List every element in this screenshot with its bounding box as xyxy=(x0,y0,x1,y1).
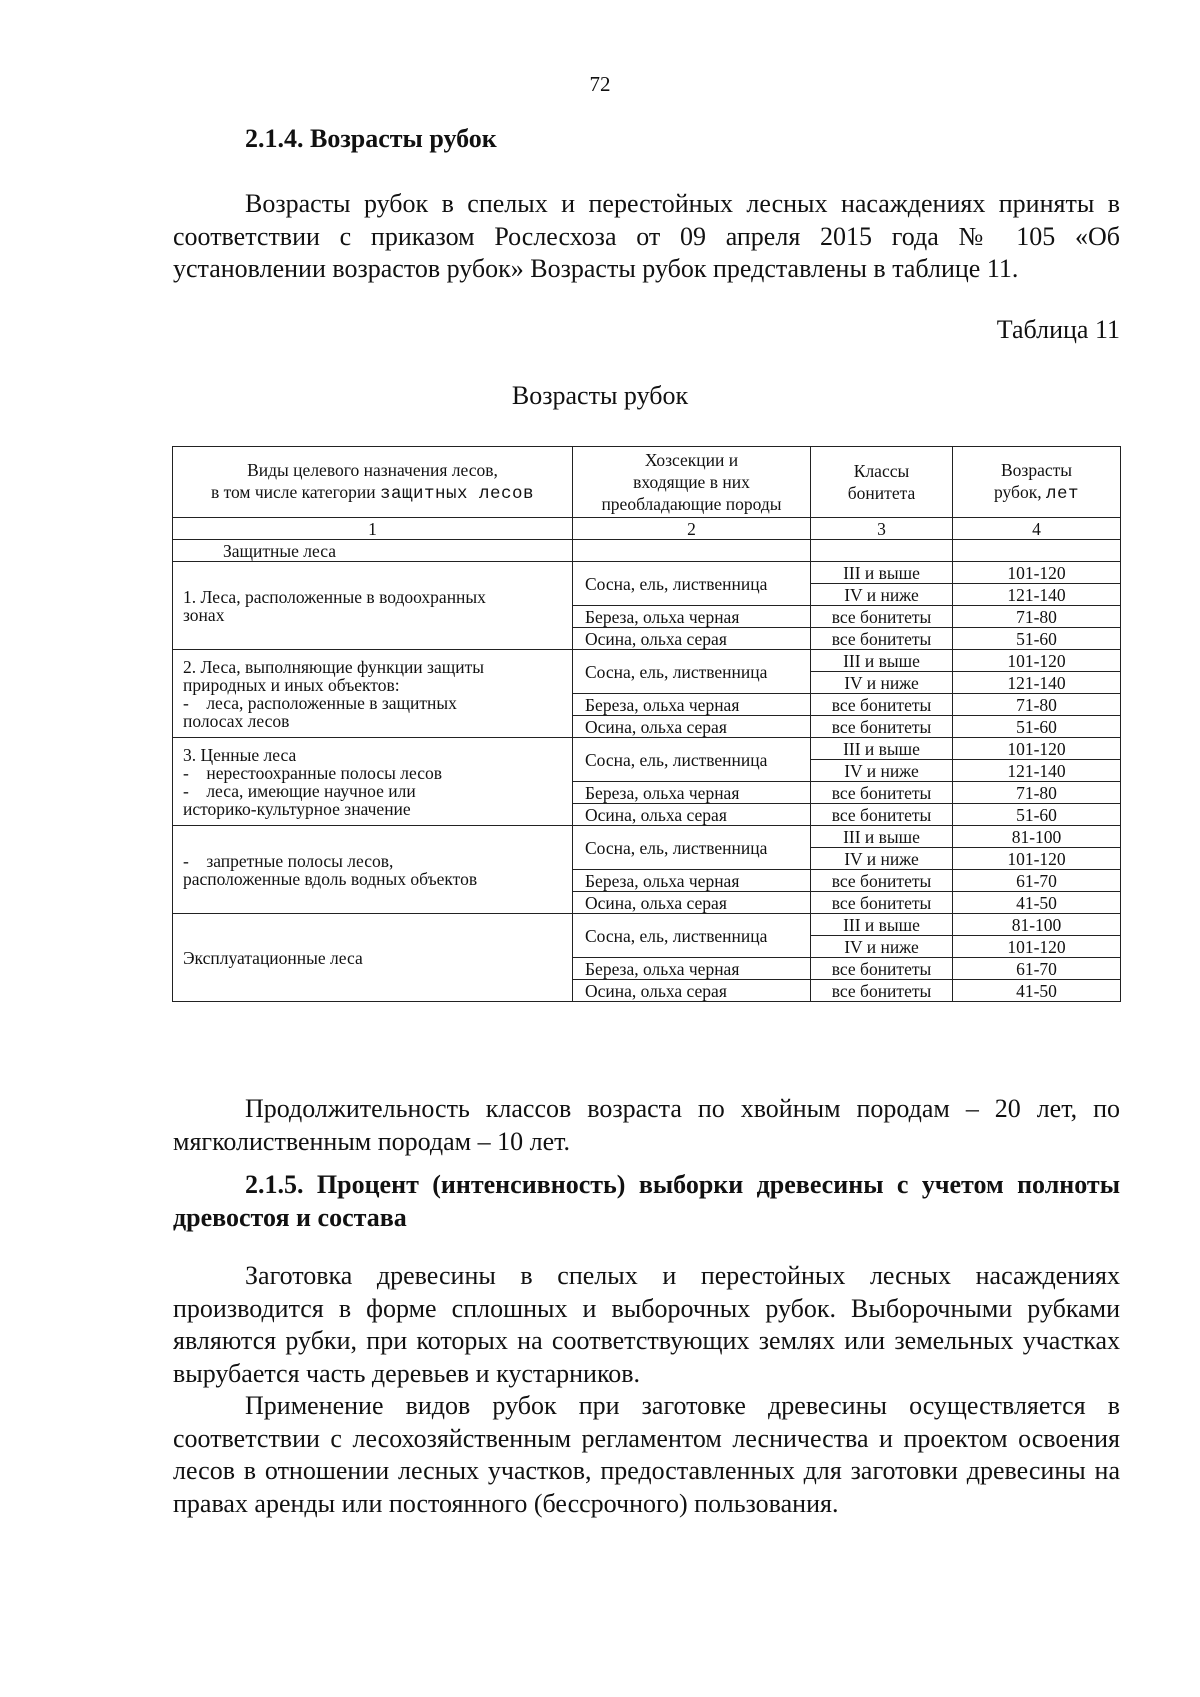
header-cutting-age: Возрасты рубок, лет xyxy=(953,447,1121,518)
header-economic-sections: Хозсекции и входящие в них преобладающие породы xyxy=(573,447,811,518)
cutting-age-cell: 51-60 xyxy=(953,628,1121,650)
cutting-age-cell: 51-60 xyxy=(953,804,1121,826)
species-cell: Осина, ольха серая xyxy=(573,628,811,650)
species-cell: Осина, ольха серая xyxy=(573,716,811,738)
table-row xyxy=(173,650,1121,672)
empty-cell xyxy=(811,540,953,562)
forest-category-line: историко-культурное значение xyxy=(183,798,411,819)
site-class-cell: III и выше xyxy=(811,738,953,760)
species-cell: Береза, ольха черная xyxy=(573,958,811,980)
site-class-cell: III и выше xyxy=(811,826,953,848)
forest-category-line: 2. Леса, выполняющие функции защиты xyxy=(183,656,484,677)
cutting-age-cell: 61-70 xyxy=(953,958,1121,980)
species-cell: Сосна, ель, лиственница xyxy=(573,562,811,606)
site-class-cell: IV и ниже xyxy=(811,760,953,782)
site-class-cell: все бонитеты xyxy=(811,892,953,914)
site-class-cell: IV и ниже xyxy=(811,936,953,958)
site-class-cell: IV и ниже xyxy=(811,848,953,870)
cutting-age-cell: 101-120 xyxy=(953,650,1121,672)
site-class-cell: IV и ниже xyxy=(811,672,953,694)
species-cell: Осина, ольха серая xyxy=(573,980,811,1002)
cutting-age-cell: 71-80 xyxy=(953,782,1121,804)
cutting-age-cell: 101-120 xyxy=(953,738,1121,760)
empty-cell xyxy=(953,540,1121,562)
species-cell: Сосна, ель, лиственница xyxy=(573,914,811,958)
cutting-age-cell: 41-50 xyxy=(953,892,1121,914)
site-class-cell: все бонитеты xyxy=(811,782,953,804)
cutting-age-cell: 81-100 xyxy=(953,914,1121,936)
cutting-age-cell: 51-60 xyxy=(953,716,1121,738)
section-label: Защитные леса xyxy=(173,540,573,562)
header-site-class: Классы бонитета xyxy=(811,447,953,518)
cutting-age-cell: 71-80 xyxy=(953,606,1121,628)
table-header-row xyxy=(173,447,1121,518)
table-label: Таблица 11 xyxy=(996,315,1120,344)
site-class-cell: все бонитеты xyxy=(811,694,953,716)
forest-category-line: природных и иных объектов: xyxy=(183,674,400,695)
site-class-cell: все бонитеты xyxy=(811,870,953,892)
forest-category-line: - леса, имеющие научное или xyxy=(183,780,416,801)
forest-category-line: Эксплуатационные леса xyxy=(183,947,363,968)
species-cell: Береза, ольха черная xyxy=(573,870,811,892)
species-cell: Осина, ольха серая xyxy=(573,804,811,826)
species-cell: Сосна, ель, лиственница xyxy=(573,650,811,694)
site-class-cell: все бонитеты xyxy=(811,606,953,628)
cutting-age-cell: 121-140 xyxy=(953,584,1121,606)
cutting-types-paragraph: Применение видов рубок при заготовке древесины осуществляется в соответствии с лесохозяйственным регламентом лесничества и проектом освоения лесов в отношении лесных участков, предоставленных для заготовки древесины на правах аренды или постоянного (бессрочного) пользования. xyxy=(173,1391,1120,1518)
cutting-age-cell: 121-140 xyxy=(953,672,1121,694)
empty-cell xyxy=(573,540,811,562)
species-cell: Сосна, ель, лиственница xyxy=(573,738,811,782)
column-number: 3 xyxy=(811,518,953,540)
species-cell: Береза, ольха черная xyxy=(573,694,811,716)
table-row xyxy=(173,562,1121,584)
page-number: 72 xyxy=(589,72,611,96)
species-cell: Осина, ольха серая xyxy=(573,892,811,914)
forest-category-line: 3. Ценные леса xyxy=(183,744,297,765)
forest-category-line: 1. Леса, расположенные в водоохранных xyxy=(183,586,486,607)
table-row xyxy=(173,826,1121,848)
forest-category-cell xyxy=(173,650,573,738)
cutting-age-cell: 101-120 xyxy=(953,936,1121,958)
table-title: Возрасты рубок xyxy=(511,381,689,410)
cutting-age-cell: 61-70 xyxy=(953,870,1121,892)
species-cell: Береза, ольха черная xyxy=(573,782,811,804)
cutting-age-cell: 121-140 xyxy=(953,760,1121,782)
site-class-cell: все бонитеты xyxy=(811,980,953,1002)
cutting-age-cell: 81-100 xyxy=(953,826,1121,848)
forest-category-line: полосах лесов xyxy=(183,710,290,731)
site-class-cell: III и выше xyxy=(811,914,953,936)
forest-category-cell xyxy=(173,914,573,1002)
forest-category-line: - запретные полосы лесов, xyxy=(183,850,394,871)
harvest-paragraph: Заготовка древесины в спелых и перестойных лесных насаждениях производится в форме сплошных и выборочных рубок. Выборочными рубками являются рубки, при которых на соответствующих землях или земельных участках вырубается часть деревьев и кустарников. xyxy=(173,1261,1120,1388)
section-heading-2-1-5: 2.1.5. Процент (интенсивность) выборки древесины с учетом полноты древостоя и состава xyxy=(173,1170,1120,1232)
cutting-age-cell: 41-50 xyxy=(953,980,1121,1002)
cutting-age-cell: 71-80 xyxy=(953,694,1121,716)
cutting-age-table xyxy=(172,446,1121,1002)
forest-category-cell xyxy=(173,826,573,914)
forest-category-line: - нерестоохранные полосы лесов xyxy=(183,762,442,783)
table-row xyxy=(173,738,1121,760)
column-number: 2 xyxy=(573,518,811,540)
site-class-cell: III и выше xyxy=(811,562,953,584)
column-number-row xyxy=(173,518,1121,540)
cutting-age-cell: 101-120 xyxy=(953,848,1121,870)
header-forest-purpose: Виды целевого назначения лесов, в том числе категории защитных лесов xyxy=(173,447,573,518)
forest-category-cell xyxy=(173,738,573,826)
forest-category-cell xyxy=(173,562,573,650)
forest-category-line: зонах xyxy=(183,604,225,625)
table-row xyxy=(173,914,1121,936)
forest-category-line: расположенные вдоль водных объектов xyxy=(183,868,478,889)
age-class-paragraph: Продолжительность классов возраста по хвойным породам – 20 лет, по мягколиственным породам – 10 лет. xyxy=(173,1094,1120,1156)
site-class-cell: все бонитеты xyxy=(811,804,953,826)
section-heading-2-1-4: 2.1.4. Возрасты рубок xyxy=(245,124,497,153)
species-cell: Сосна, ель, лиственница xyxy=(573,826,811,870)
site-class-cell: III и выше xyxy=(811,650,953,672)
column-number: 4 xyxy=(953,518,1121,540)
cutting-age-cell: 101-120 xyxy=(953,562,1121,584)
site-class-cell: все бонитеты xyxy=(811,716,953,738)
site-class-cell: IV и ниже xyxy=(811,584,953,606)
site-class-cell: все бонитеты xyxy=(811,958,953,980)
column-number: 1 xyxy=(173,518,573,540)
forest-category-line: - леса, расположенные в защитных xyxy=(183,692,457,713)
species-cell: Береза, ольха черная xyxy=(573,606,811,628)
intro-paragraph: Возрасты рубок в спелых и перестойных лесных насаждениях приняты в соответствии с приказом Рослесхоза от 09 апреля 2015 года № 105 «Об установлении возрастов рубок» Возрасты рубок представлены в таблице 11. xyxy=(173,189,1120,283)
site-class-cell: все бонитеты xyxy=(811,628,953,650)
section-row-protective xyxy=(173,540,1121,562)
